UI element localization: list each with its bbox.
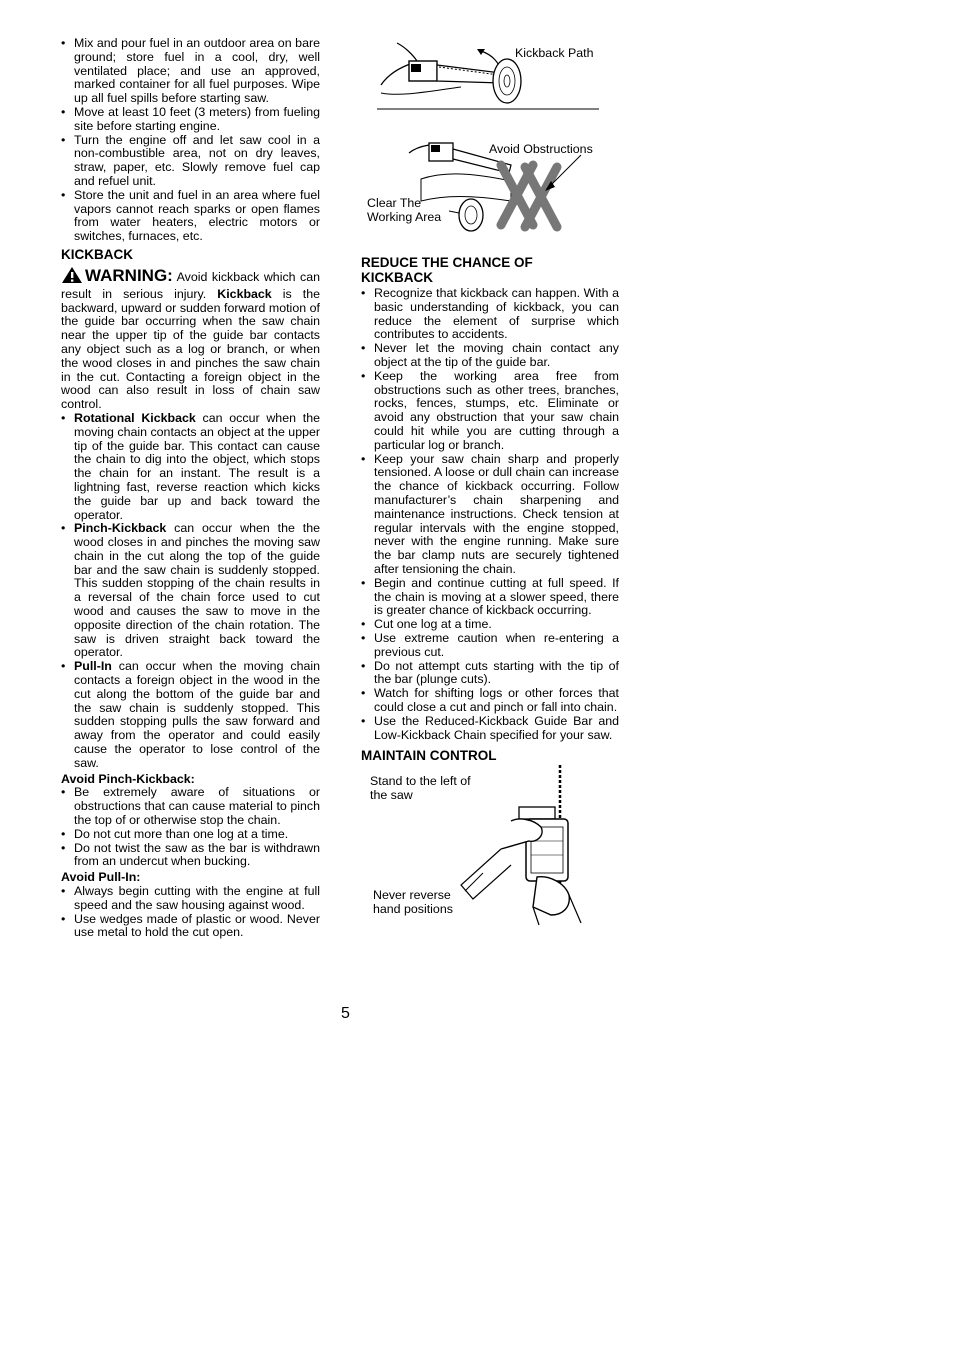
list-item: • Store the unit and fuel in an area where fuel vapors cannot reach sparks or open flames from water heaters, electric motors or switches, furnaces, etc. <box>61 189 320 244</box>
warning-triangle-icon <box>61 266 83 288</box>
kickback-path-caption: Kickback Path <box>515 46 594 60</box>
list-item: • Mix and pour fuel in an outdoor area on bare ground; store fuel in a cool, dry, well ventilated place; and use an approved, marked container for all fuel purposes. Wipe up all fuel spills before starting saw. <box>61 37 320 106</box>
list-item <box>61 660 320 770</box>
avoid-pull-list <box>61 885 320 940</box>
fuel-safety-list <box>61 37 320 244</box>
kickback-path-figure <box>361 37 619 113</box>
warning-text: Avoid kickback which can result in serious injury. <box>61 269 320 301</box>
reduce-kickback-list <box>361 287 619 742</box>
avoid-pinch-list <box>61 786 320 869</box>
warning-text: is the backward, upward or sudden forward motion of the guide bar occurring when the saw chain near the upper tip of the guide bar contacts any object such as a log or branch, or when the wood closes in and pinches the saw chain in the cut. Contacting a foreign object in the wood can also result in loss of chain saw control. <box>61 286 321 412</box>
definition: can occur when the the wood closes in and pinches the moving saw chain in the cut along the top of the guide bar and the saw chain is suddenly stopped. This sudden stopping of the chain results in a reversal of the chain force used to cut wood and causes the saw to move in the opposite direction of the chain rotation. The saw is driven straight back toward the operator. <box>74 521 320 660</box>
clear-area-caption: Working Area <box>367 210 442 224</box>
kickback-types-list <box>61 412 320 771</box>
heading-line: REDUCE THE CHANCE OF <box>361 255 533 270</box>
list-item: • Never let the moving chain contact any object at the tip of the guide bar. <box>361 342 619 370</box>
warning-label: WARNING: <box>85 265 173 285</box>
list-item: • Do not attempt cuts starting with the tip of the bar (plunge cuts). <box>361 660 619 688</box>
list-item: • Use extreme caution when re-entering a previous cut. <box>361 632 619 660</box>
avoid-pull-heading: Avoid Pull-In: <box>61 870 141 885</box>
right-column <box>361 37 619 927</box>
definition: can occur when the moving chain contacts a foreign object in the wood in the cut along the bottom of the guide bar and the saw chain is suddenly stopped. This sudden stopping pulls the saw forward and away from the operator and could easily cause the operator to lose control of the saw. <box>74 659 320 770</box>
warning-paragraph <box>61 266 320 412</box>
stand-left-caption: the saw <box>370 788 413 803</box>
list-item: • Cut one log at a time. <box>361 618 619 632</box>
avoid-pinch-heading: Avoid Pinch-Kickback: <box>61 771 195 786</box>
reduce-kickback-heading <box>361 255 619 285</box>
kickback-heading: KICKBACK <box>61 246 133 262</box>
maintain-control-heading: MAINTAIN CONTROL <box>361 748 497 764</box>
list-item: • Move at least 10 feet (3 meters) from fueling site before starting engine. <box>61 106 320 134</box>
list-item: • Keep your saw chain sharp and properly tensioned. A loose or dull chain can increase the chance of kickback occurring. Follow manufacturer’s chain sharpening and maintenance instructions. Check tension at regular intervals with the engine stopped, never with the engine running. Make sure the bar clamp nuts are securely tightened after tensioning the chain. <box>361 453 619 577</box>
list-item <box>61 412 320 522</box>
list-item: • Do not twist the saw as the bar is withdrawn from an undercut when bucking. <box>61 842 320 870</box>
obstructions-figure <box>361 125 619 245</box>
list-item: • Do not cut more than one log at a time. <box>61 828 320 842</box>
never-reverse-caption: Never reverse <box>373 888 451 903</box>
stand-left-caption: Stand to the left of <box>370 774 471 789</box>
list-item: • Begin and continue cutting at full speed. If the chain is moving at a slower speed, there is greater chance of kickback occurring. <box>361 577 619 618</box>
list-item: • Be extremely aware of situations or obstructions that can cause material to pinch the top of or otherwise stop the chain. <box>61 786 320 827</box>
list-item: • Watch for shifting logs or other forces that could close a cut and pinch or fall into chain. <box>361 687 619 715</box>
list-item: • Always begin cutting with the engine at full speed and the saw housing against wood. <box>61 885 320 913</box>
list-item: • Keep the working area free from obstructions such as other trees, branches, rocks, fences, stumps, etc. Eliminate or avoid any obstruction that your saw chain could hit while you are cutting through a particular log or branch. <box>361 370 619 453</box>
heading-line: KICKBACK <box>361 270 433 285</box>
list-item <box>61 522 320 660</box>
list-item: • Use the Reduced-Kickback Guide Bar and Low-Kickback Chain specified for your saw. <box>361 715 619 743</box>
left-column <box>61 37 320 940</box>
warning-bold-term: Kickback <box>217 286 272 301</box>
never-reverse-caption: hand positions <box>373 902 453 917</box>
maintain-control-figure <box>361 765 619 927</box>
definition: can occur when the moving chain contacts an object at the upper tip of the guide bar. This contact can cause the chain to dig into the object, which stops the chain for an instant. The result is a lightning fast, reverse reaction which kicks the guide bar up and back toward the operator. <box>74 410 320 522</box>
term: Pinch-Kickback <box>74 521 167 536</box>
list-item: • Turn the engine off and let saw cool in a non-combustible area, not on dry leaves, straw, paper, etc. Slowly remove fuel cap and refuel unit. <box>61 134 320 189</box>
avoid-obstructions-caption: Avoid Obstructions <box>489 142 593 156</box>
term: Pull-In <box>74 659 112 674</box>
term: Rotational Kickback <box>74 410 196 425</box>
list-item: • Recognize that kickback can happen. With a basic understanding of kickback, you can reduce the element of surprise which contributes to accidents. <box>361 287 619 342</box>
page-number: 5 <box>341 1005 350 1022</box>
clear-area-caption: Clear The <box>367 196 422 210</box>
list-item: • Use wedges made of plastic or wood. Never use metal to hold the cut open. <box>61 913 320 941</box>
